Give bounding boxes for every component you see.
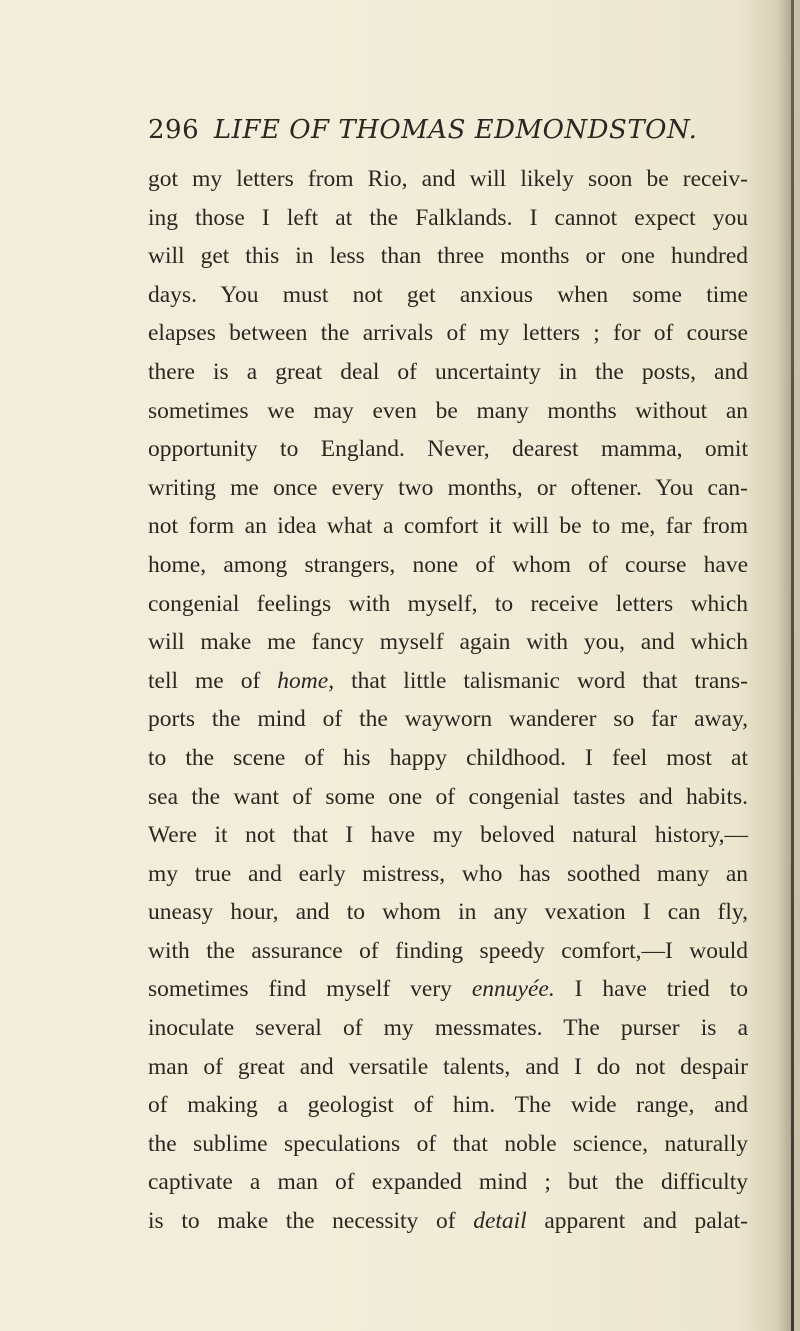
italic-text: home, bbox=[277, 667, 335, 694]
text-run: the sublime speculations of that noble science, naturally bbox=[148, 1130, 748, 1157]
text-run: that little talismanic word that trans- bbox=[334, 667, 748, 694]
text-line bbox=[148, 353, 748, 392]
text-run: will make me fancy myself again with you, and which bbox=[148, 629, 748, 656]
text-line bbox=[148, 237, 748, 276]
text-run: sometimes we may even be many months without an bbox=[148, 397, 748, 424]
text-run: writing me once every two months, or oftener. You can- bbox=[148, 474, 748, 501]
text-line bbox=[148, 430, 748, 469]
italic-text: detail bbox=[473, 1208, 527, 1235]
text-run: inoculate several of my messmates. The purser is a bbox=[148, 1015, 748, 1042]
text-line bbox=[148, 816, 748, 855]
text-run: ports the mind of the wayworn wanderer so far away, bbox=[148, 706, 748, 733]
text-line bbox=[148, 1086, 748, 1125]
text-line bbox=[148, 1125, 748, 1164]
text-line bbox=[148, 893, 748, 932]
text-run: apparent and palat- bbox=[526, 1208, 748, 1235]
text-run: there is a great deal of uncertainty in the posts, and bbox=[148, 358, 748, 385]
running-title: LIFE OF THOMAS EDMONDSTON. bbox=[213, 115, 698, 145]
text-run: is to make the necessity of bbox=[148, 1208, 474, 1235]
text-run: my true and early mistress, who has soothed many an bbox=[148, 860, 748, 887]
text-run: captivate a man of expanded mind ; but the difficulty bbox=[148, 1169, 748, 1196]
text-line bbox=[148, 392, 748, 431]
text-line bbox=[148, 855, 748, 894]
text-run: I have tried to bbox=[554, 976, 749, 1003]
text-run: not form an idea what a comfort it will be to me, far from bbox=[148, 513, 748, 540]
text-line bbox=[148, 778, 748, 817]
text-run: congenial feelings with myself, to receive letters which bbox=[148, 590, 748, 617]
text-line bbox=[148, 546, 748, 585]
text-line bbox=[148, 507, 748, 546]
text-line bbox=[148, 700, 748, 739]
body-text bbox=[148, 160, 748, 1241]
text-line bbox=[148, 1163, 748, 1202]
text-line bbox=[148, 662, 748, 701]
text-run: days. You must not get anxious when some time bbox=[148, 281, 748, 308]
text-line bbox=[148, 585, 748, 624]
text-run: will get this in less than three months or one hundred bbox=[148, 243, 748, 270]
text-run: ing those I left at the Falklands. I cannot expect you bbox=[148, 204, 748, 231]
text-run: opportunity to England. Never, dearest mamma, omit bbox=[148, 436, 748, 463]
text-run: with the assurance of finding speedy comfort,—I would bbox=[148, 937, 748, 964]
text-line bbox=[148, 314, 748, 353]
text-line bbox=[148, 1202, 748, 1241]
page-number: 296 bbox=[148, 115, 200, 145]
text-run: Were it not that I have my beloved natural history,— bbox=[148, 822, 748, 849]
running-head bbox=[148, 110, 728, 150]
text-run: sea the want of some one of congenial tastes and habits. bbox=[148, 783, 748, 810]
text-line bbox=[148, 1048, 748, 1087]
italic-text: ennuyée. bbox=[471, 976, 555, 1003]
text-line bbox=[148, 970, 748, 1009]
text-run: got my letters from Rio, and will likely soon be receiv- bbox=[148, 166, 748, 192]
binding-edge bbox=[791, 0, 794, 1331]
text-run: elapses between the arrivals of my letters ; for of course bbox=[148, 320, 748, 347]
text-run: to the scene of his happy childhood. I feel most at bbox=[148, 744, 748, 771]
text-line bbox=[148, 276, 748, 315]
text-run: uneasy hour, and to whom in any vexation I can fly, bbox=[148, 899, 748, 926]
text-line bbox=[148, 160, 748, 199]
text-line bbox=[148, 1009, 748, 1048]
text-run: home, among strangers, none of whom of course have bbox=[148, 551, 748, 578]
text-run: man of great and versatile talents, and I do not despair bbox=[148, 1053, 748, 1080]
page-edge-shadow bbox=[794, 0, 800, 1331]
text-line bbox=[148, 739, 748, 778]
text-line bbox=[148, 623, 748, 662]
text-line bbox=[148, 199, 748, 238]
text-run: sometimes find myself very bbox=[148, 976, 472, 1003]
text-run: of making a geologist of him. The wide range, and bbox=[148, 1092, 748, 1119]
text-line bbox=[148, 469, 748, 508]
text-run: tell me of bbox=[148, 667, 278, 694]
text-line bbox=[148, 932, 748, 971]
